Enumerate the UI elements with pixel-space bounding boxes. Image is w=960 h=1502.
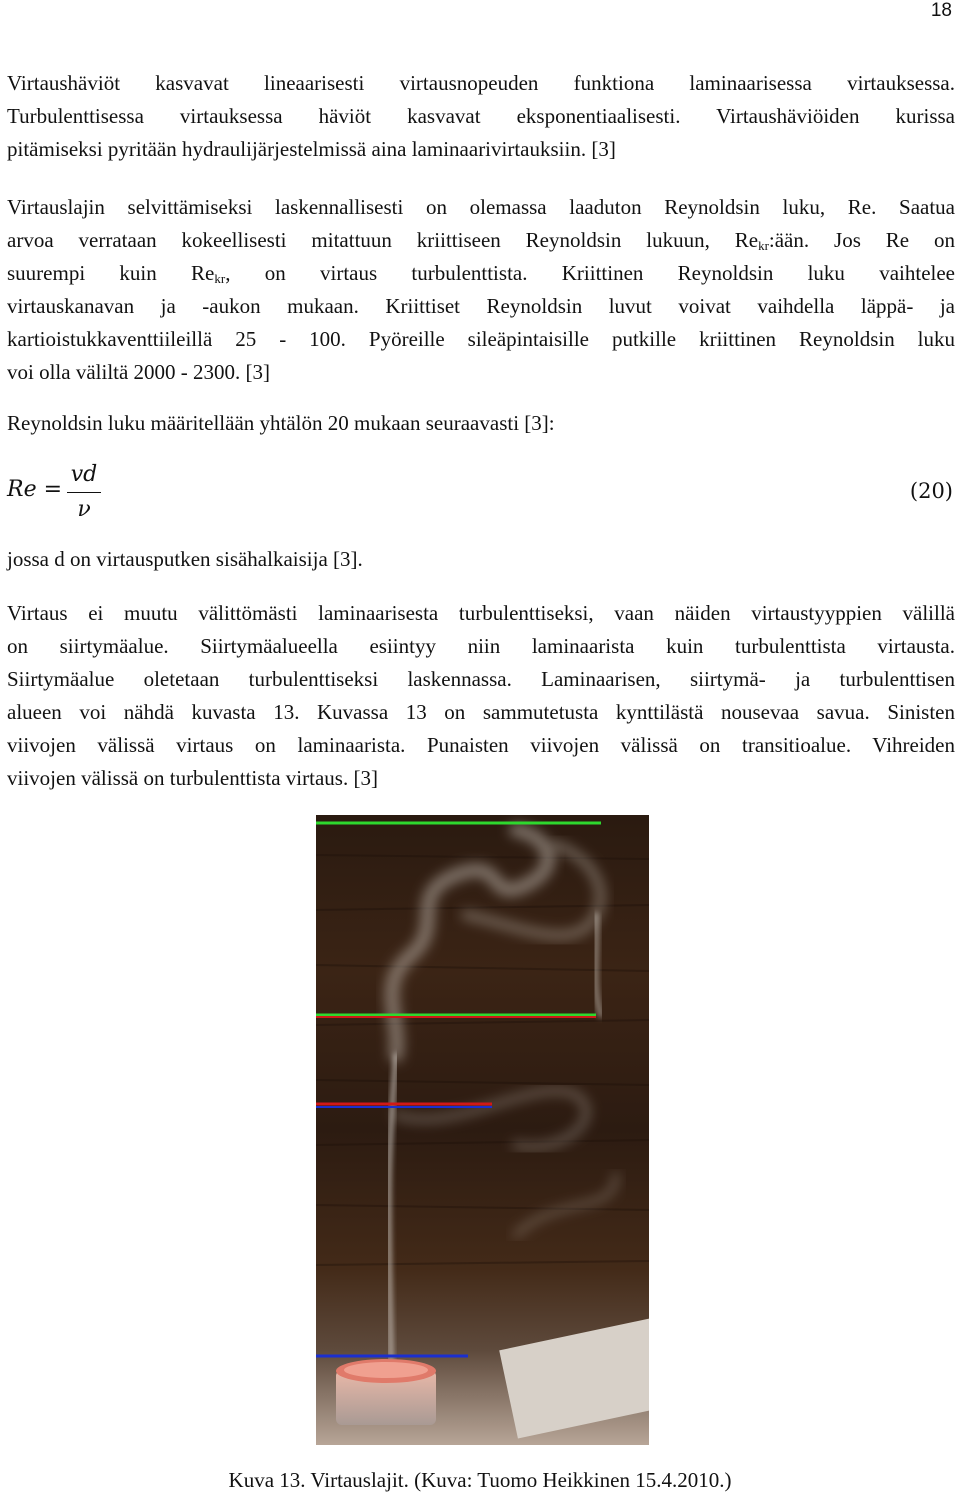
paper-sheet bbox=[499, 1317, 649, 1438]
text-line: Virtaushäviöt kasvavat lineaarisesti virtausnopeuden funktiona laminaarisessa virtauksessa. bbox=[7, 71, 955, 95]
text-line: arvoa verrataan kokeellisesti mitattuun kriittiseen Reynoldsin lukuun, $Re_{kr}:ään$. Jos Re on bbox=[7, 228, 955, 253]
equation-20 bbox=[7, 462, 955, 526]
text-line: Turbulenttisessa virtauksessa häviöt kasvavat eksponentiaalisesti. Virtaushäviöiden kurissa bbox=[7, 104, 955, 128]
smoke-photo-illustration bbox=[316, 815, 649, 1445]
subscript: kr bbox=[214, 271, 226, 286]
text-line: alueen voi nähdä kuvasta 13. Kuvassa 13 on sammutetusta kynttilästä nousevaa savua. Sinisten bbox=[7, 700, 955, 724]
equation-number: (20) bbox=[909, 479, 953, 503]
text-line: viivojen välissä on turbulenttista virtaus. [3] bbox=[7, 766, 378, 790]
text-line: virtauskanavan ja -aukon mukaan. Kriittiset Reynoldsin luvut voivat vaihdella läppä- ja bbox=[7, 294, 955, 318]
subscript: kr bbox=[758, 238, 769, 253]
paragraph-transition bbox=[7, 597, 955, 795]
paragraph-flow-losses bbox=[7, 67, 955, 166]
text-line: pitämiseksi pyritään hydraulijärjestelmissä aina laminaarivirtauksiin. [3] bbox=[7, 137, 616, 161]
text-line: jossa d on virtausputken sisähalkaisija [3]. bbox=[7, 547, 363, 571]
equation-lhs: Re = bbox=[7, 477, 63, 502]
smoke-plume bbox=[389, 830, 616, 1360]
fraction-bar bbox=[67, 492, 101, 493]
paragraph-definition bbox=[7, 407, 955, 440]
text-line: Siirtymäalue oletetaan turbulenttiseksi laskennassa. Laminaarisen, siirtymä- ja turbulenttisen bbox=[7, 667, 955, 691]
text-line: viivojen välissä virtaus on laminaarista. Punaisten viivojen välissä on transitioalue. Vihreiden bbox=[7, 733, 955, 757]
text-line: on siirtymäalue. Siirtymäalueella esiintyy niin laminaarista kuin turbulenttista virtausta. bbox=[7, 634, 955, 658]
page-number: 18 bbox=[930, 0, 952, 21]
figure-caption: Kuva 13. Virtauslajit. (Kuva: Tuomo Heikkinen 15.4.2010.) bbox=[228, 1468, 732, 1492]
smoke-photo bbox=[316, 815, 649, 1445]
equation-fraction bbox=[67, 462, 101, 522]
text-line: kartioistukkaventtiileillä 25 - 100. Pyöreille sileäpintaisille putkille kriittinen Reynoldsin luku bbox=[7, 327, 955, 351]
text-line: Virtauslajin selvittämiseksi laskennallisesti on olemassa laaduton Reynoldsin luku, Re. Saatua bbox=[7, 195, 955, 219]
text-line: Reynoldsin luku määritellään yhtälön 20 mukaan seuraavasti [3]: bbox=[7, 411, 555, 435]
candle bbox=[336, 1359, 436, 1425]
equation-denominator: ν bbox=[77, 497, 91, 522]
equation-numerator: vd bbox=[70, 462, 98, 487]
paragraph-diameter bbox=[7, 543, 955, 576]
text-line: voi olla väliltä 2000 - 2300. [3] bbox=[7, 360, 271, 384]
text-line: suurempi kuin $Re_{kr}$, on virtaus turbulenttista. Kriittinen Reynoldsin luku vaihtelee bbox=[7, 261, 955, 286]
text-line: Virtaus ei muutu välittömästi laminaarisesta turbulenttiseksi, vaan näiden virtaustyyppien välillä bbox=[7, 601, 955, 625]
paragraph-reynolds-intro bbox=[7, 191, 955, 389]
